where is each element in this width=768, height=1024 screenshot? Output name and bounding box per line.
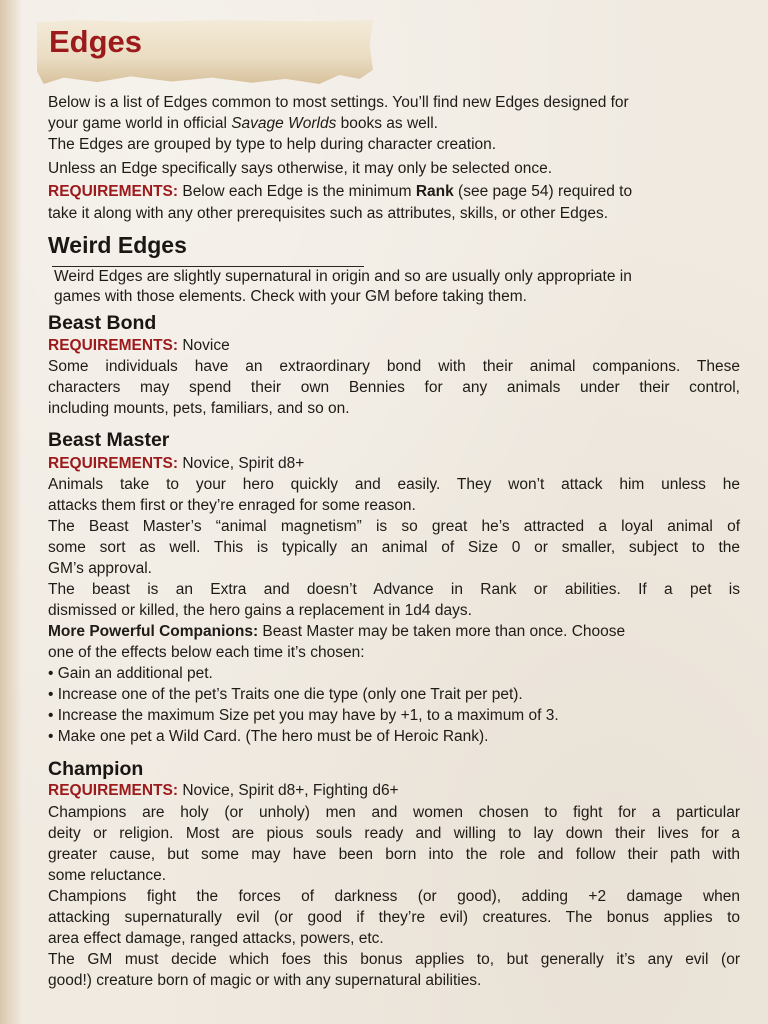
page-title: Edges [49, 24, 143, 59]
body-text: Beast Master may be taken more than once. Choose [258, 623, 626, 640]
champion-line-6: attacking supernaturally evil (or good if they’re evil) creatures. The bonus applies to [48, 909, 740, 926]
bullet-item: • Gain an additional pet. [48, 665, 213, 682]
beast-bond-line-3: including mounts, pets, familiars, and so on. [48, 400, 350, 417]
intro-line-1: Below is a list of Edges common to most settings. You’ll find new Edges designed for [48, 94, 629, 111]
intro-line-5 [48, 181, 740, 202]
page-edge-shadow [0, 0, 22, 1024]
beast-bond-requirements [48, 335, 740, 356]
beast-master-line-4: some sort as well. This is typically an animal of Size 0 or smaller, subject to the [48, 539, 740, 556]
beast-master-line-2: attacks them first or they’re enraged for some reason. [48, 497, 416, 514]
requirements-label: REQUIREMENTS: [48, 183, 179, 200]
intro-line-2 [48, 113, 740, 134]
requirements-label: REQUIREMENTS: [48, 337, 179, 354]
book-title: Savage Worlds [231, 115, 337, 132]
requirements-value: Novice [178, 337, 230, 354]
beast-master-line-7: dismissed or killed, the hero gains a replacement in 1d4 days. [48, 602, 472, 619]
beast-master-line-9: one of the effects below each time it’s chosen: [48, 644, 365, 661]
beast-master-line-3: The Beast Master’s “animal magnetism” is so great he’s attracted a loyal animal of [48, 518, 740, 535]
requirements-value: Novice, Spirit d8+, Fighting d6+ [178, 782, 399, 799]
bullet-item: • Increase the maximum Size pet you may have by +1, to a maximum of 3. [48, 707, 559, 724]
bullet-item: • Increase one of the pet’s Traits one die type (only one Trait per pet). [48, 686, 523, 703]
edge-title-champion: Champion [48, 758, 144, 780]
intro-line-4: Unless an Edge specifically says otherwise, it may only be selected once. [48, 160, 552, 177]
requirements-label: REQUIREMENTS: [48, 782, 179, 799]
champion-line-9: good!) creature born of magic or with any supernatural abilities. [48, 972, 482, 989]
champion-line-1: Champions are holy (or unholy) men and women chosen to fight for a particular [48, 804, 740, 821]
champion-line-2: deity or religion. Most are pious souls ready and willing to lay down their lives for a [48, 825, 740, 842]
companions-label: More Powerful Companions: [48, 623, 259, 640]
edge-title-beast-master: Beast Master [48, 429, 170, 451]
intro-line-6: take it along with any other prerequisites such as attributes, skills, or other Edges. [48, 205, 609, 222]
champion-requirements [48, 780, 740, 801]
beast-master-requirements [48, 453, 740, 474]
section-heading-weird-edges: Weird Edges [48, 232, 187, 258]
champion-line-5: Champions fight the forces of darkness (or good), adding +2 damage when [48, 888, 740, 905]
champion-line-8: The GM must decide which foes this bonus applies to, but generally it’s any evil (or [48, 951, 740, 968]
champion-line-4: some reluctance. [48, 867, 167, 884]
bullet-item: • Make one pet a Wild Card. (The hero must be of Heroic Rank). [48, 728, 489, 745]
edge-title-beast-bond: Beast Bond [48, 312, 157, 334]
intro-text: Below each Edge is the minimum [178, 183, 416, 200]
weird-line-2: games with those elements. Check with your GM before taking them. [54, 288, 527, 305]
beast-master-line-8 [48, 621, 740, 642]
beast-master-line-1: Animals take to your hero quickly and easily. They won’t attack him unless he [48, 476, 740, 493]
beast-bond-line-1: Some individuals have an extraordinary bond with their animal companions. These [48, 358, 740, 375]
beast-master-line-6: The beast is an Extra and doesn’t Advance in Rank or abilities. If a pet is [48, 581, 740, 598]
intro-text: your game world in official [48, 115, 232, 132]
requirements-value: Novice, Spirit d8+ [178, 455, 305, 472]
requirements-label: REQUIREMENTS: [48, 455, 179, 472]
rank-term: Rank [415, 183, 454, 200]
champion-line-7: area effect damage, ranged attacks, powers, etc. [48, 930, 384, 947]
champion-line-3: greater cause, but some may have been born into the role and follow their path with [48, 846, 740, 863]
intro-text: books as well. [336, 115, 438, 132]
beast-bond-line-2: characters may spend their own Bennies for any animals under their control, [48, 379, 740, 396]
beast-master-line-5: GM’s approval. [48, 560, 152, 577]
intro-text: (see page 54) required to [453, 183, 633, 200]
intro-line-3: The Edges are grouped by type to help during character creation. [48, 136, 497, 153]
weird-line-1: Weird Edges are slightly supernatural in origin and so are usually only appropriate in [54, 268, 632, 285]
